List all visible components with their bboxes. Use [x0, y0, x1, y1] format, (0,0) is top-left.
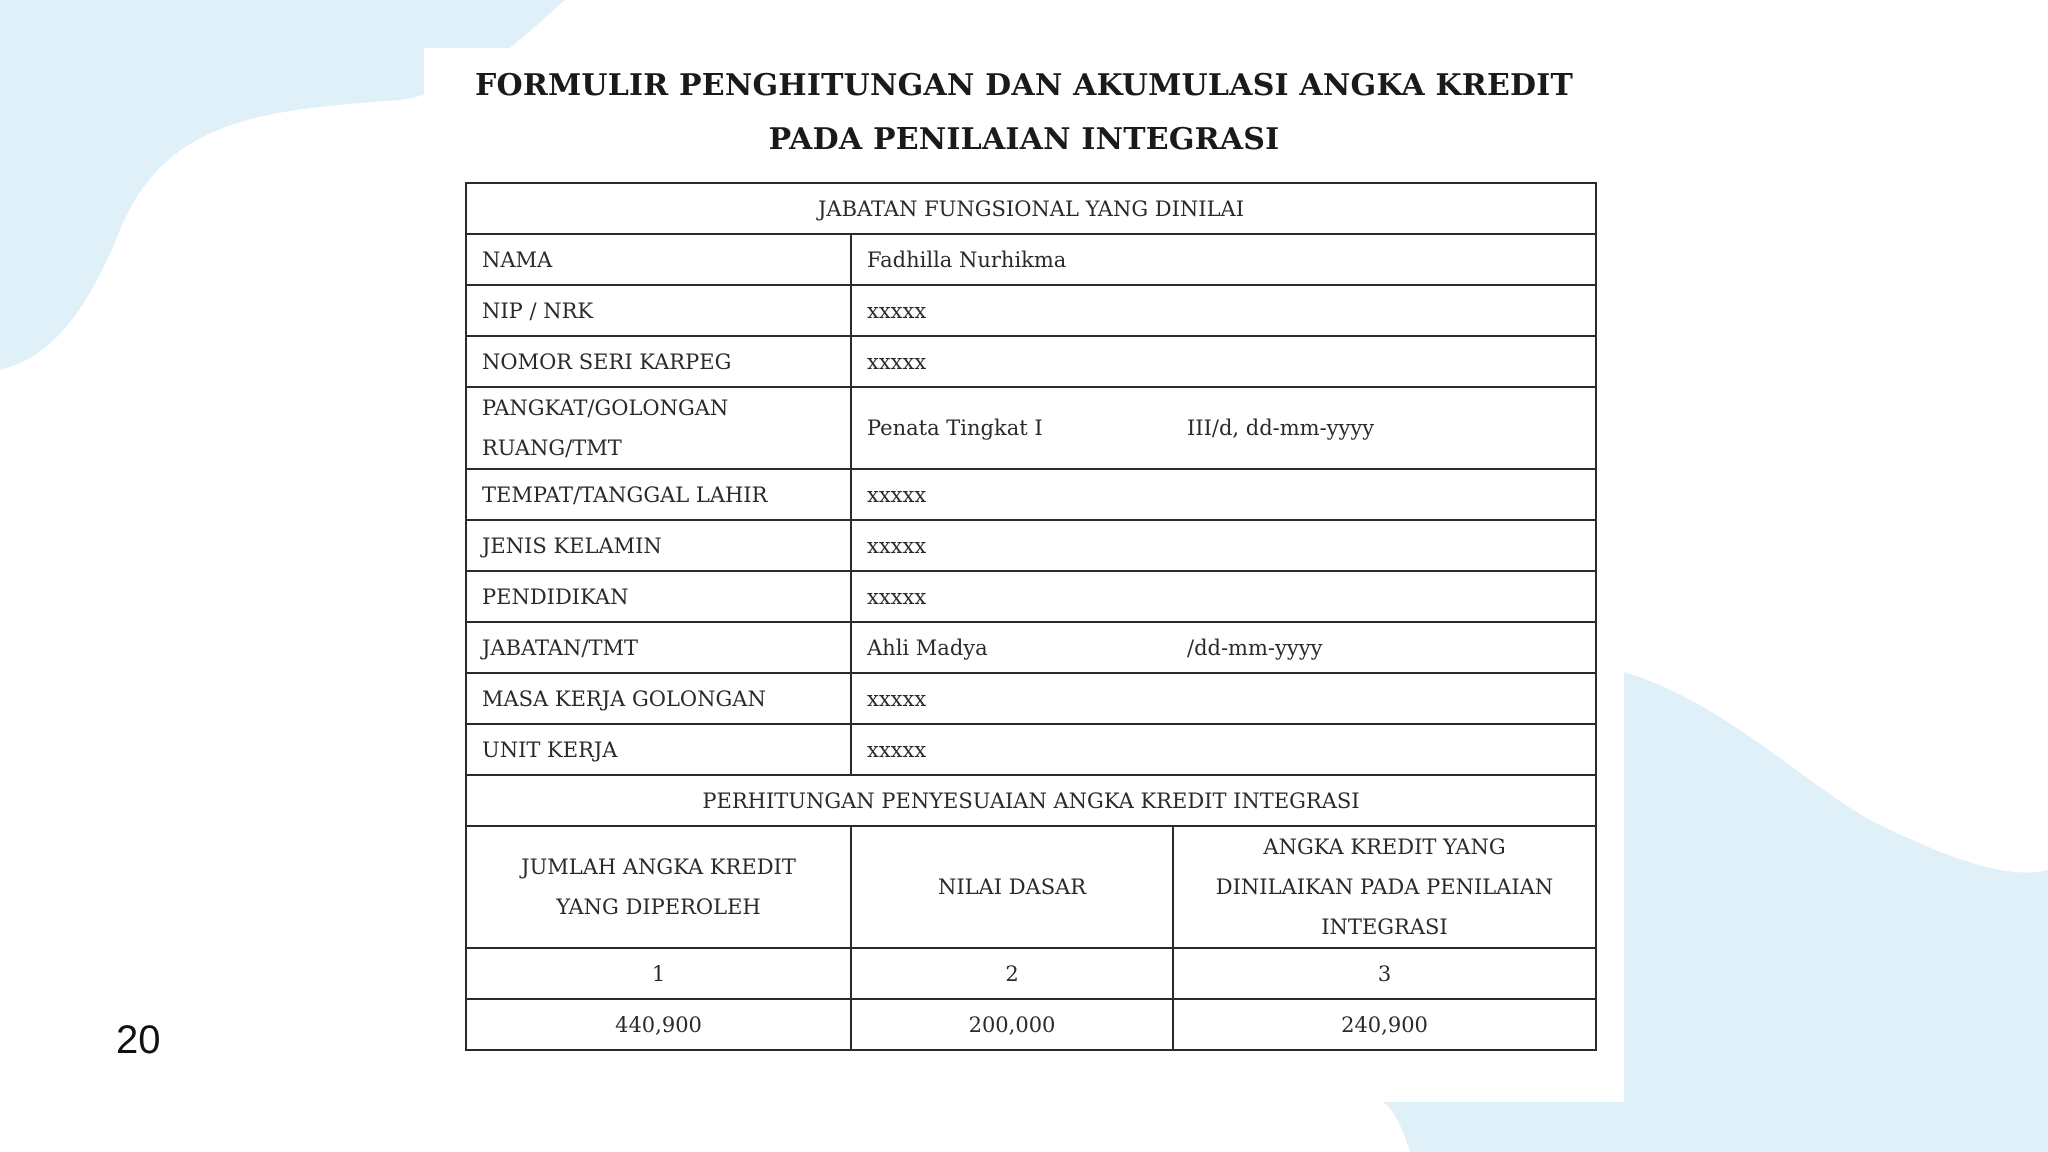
field-label: UNIT KERJA	[466, 724, 851, 775]
column-header-base-value: NILAI DASAR	[851, 826, 1173, 948]
field-value: Fadhilla Nurhikma	[851, 234, 1596, 285]
field-value: xxxxx	[851, 724, 1596, 775]
assessed-credit-value: 240,900	[1173, 999, 1596, 1050]
document-title-line1: FORMULIR PENGHITUNGAN DAN AKUMULASI ANGKA KREDIT	[475, 68, 1573, 103]
column-header-line: JUMLAH ANGKA KREDIT	[521, 855, 796, 879]
column-header-line: DINILAIKAN PADA PENILAIAN	[1215, 875, 1554, 899]
column-header-assessed-credit	[1173, 826, 1596, 948]
field-label: JABATAN/TMT	[466, 622, 851, 673]
table-row	[466, 336, 1596, 387]
table-row	[466, 234, 1596, 285]
field-label: JENIS KELAMIN	[466, 520, 851, 571]
calculation-header-row	[466, 826, 1596, 948]
table-row	[466, 724, 1596, 775]
field-value: xxxxx	[851, 285, 1596, 336]
section-heading-calculation: PERHITUNGAN PENYESUAIAN ANGKA KREDIT INTEGRASI	[466, 775, 1596, 826]
field-value: xxxxx	[851, 673, 1596, 724]
field-label-line2: RUANG/TMT	[482, 436, 622, 460]
field-label: NOMOR SERI KARPEG	[466, 336, 851, 387]
field-value: xxxxx	[851, 336, 1596, 387]
table-row	[466, 673, 1596, 724]
field-value: xxxxx	[851, 469, 1596, 520]
field-label: PENDIDIKAN	[466, 571, 851, 622]
values-row	[466, 999, 1596, 1050]
field-value	[851, 622, 1596, 673]
table-row	[466, 387, 1596, 469]
table-row	[466, 622, 1596, 673]
assessment-form-table	[465, 182, 1597, 1051]
column-number-row	[466, 948, 1596, 999]
table-row	[466, 285, 1596, 336]
field-label: NIP / NRK	[466, 285, 851, 336]
column-header-line: INTEGRASI	[1321, 915, 1448, 939]
column-number: 2	[851, 948, 1173, 999]
base-value: 200,000	[851, 999, 1173, 1050]
column-header-line: YANG DIPEROLEH	[556, 895, 761, 919]
rank-value: Penata Tingkat I	[867, 416, 1043, 440]
field-value	[851, 387, 1596, 469]
field-label: MASA KERJA GOLONGAN	[466, 673, 851, 724]
total-credit-value: 440,900	[466, 999, 851, 1050]
field-label: NAMA	[466, 234, 851, 285]
table-row	[466, 571, 1596, 622]
field-value: xxxxx	[851, 520, 1596, 571]
column-number: 3	[1173, 948, 1596, 999]
section-heading-position: JABATAN FUNGSIONAL YANG DINILAI	[466, 183, 1596, 234]
field-value: xxxxx	[851, 571, 1596, 622]
position-date-value: /dd-mm-yyyy	[1187, 635, 1323, 660]
table-row	[466, 520, 1596, 571]
column-header-total-credit	[466, 826, 851, 948]
field-label	[466, 387, 851, 469]
field-label-line1: PANGKAT/GOLONGAN	[482, 396, 729, 420]
table-row	[466, 469, 1596, 520]
page-number: 20	[116, 1018, 161, 1062]
column-number: 1	[466, 948, 851, 999]
document-title-line2: PADA PENILAIAN INTEGRASI	[768, 122, 1280, 157]
column-header-line: ANGKA KREDIT YANG	[1263, 835, 1506, 859]
position-value: Ahli Madya	[867, 635, 988, 660]
field-label: TEMPAT/TANGGAL LAHIR	[466, 469, 851, 520]
grade-date-value: III/d, dd-mm-yyyy	[1187, 416, 1375, 440]
